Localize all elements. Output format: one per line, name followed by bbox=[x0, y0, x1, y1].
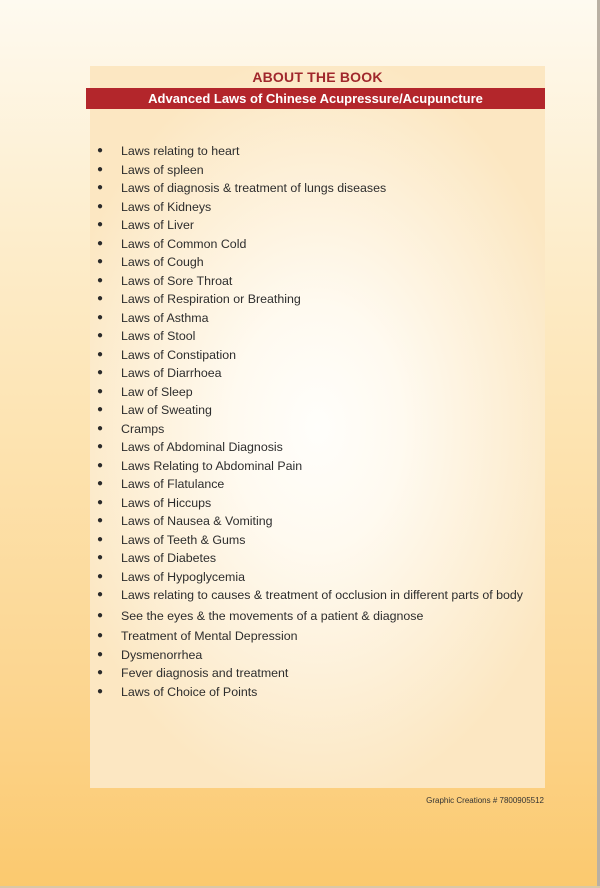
list-item-text: Laws relating to heart bbox=[121, 144, 240, 158]
list-item bbox=[90, 327, 545, 346]
bullet-icon: ● bbox=[97, 630, 104, 641]
list-item bbox=[90, 457, 545, 476]
list-item-text: Laws of Liver bbox=[121, 218, 195, 232]
bullet-icon: ● bbox=[97, 237, 104, 249]
about-book-panel bbox=[90, 66, 545, 788]
list-item bbox=[90, 512, 545, 531]
bullet-icon: ● bbox=[97, 478, 104, 489]
bullet-icon: ● bbox=[97, 552, 104, 563]
list-item bbox=[90, 494, 545, 513]
list-item bbox=[90, 290, 545, 309]
bullet-icon: ● bbox=[97, 367, 104, 378]
bullet-icon: ● bbox=[97, 533, 104, 545]
list-item bbox=[90, 309, 545, 328]
list-item bbox=[90, 383, 545, 402]
list-item-text: Laws of diagnosis & treatment of lungs diseases bbox=[121, 181, 387, 195]
bullet-icon: ● bbox=[97, 182, 104, 193]
bullet-icon: ● bbox=[97, 311, 104, 323]
list-item-text: Laws of Stool bbox=[121, 329, 196, 343]
list-item-text: Laws of Flatulance bbox=[121, 477, 225, 491]
list-item-text: Laws Relating to Abdominal Pain bbox=[121, 458, 303, 473]
list-item bbox=[90, 531, 545, 550]
bullet-icon: ● bbox=[97, 293, 104, 304]
bullet-icon: ● bbox=[97, 422, 104, 434]
list-item bbox=[90, 627, 545, 646]
bullet-icon: ● bbox=[97, 200, 104, 212]
bullet-icon: ● bbox=[97, 496, 104, 508]
bullet-icon: ● bbox=[97, 667, 104, 678]
bullet-icon: ● bbox=[97, 648, 104, 660]
bullet-icon: ● bbox=[97, 685, 104, 697]
list-item-text: Laws of Hypoglycemia bbox=[121, 569, 245, 584]
list-item-text: Cramps bbox=[121, 421, 165, 436]
list-item bbox=[90, 364, 545, 383]
list-item-text: Laws of Diarrhoea bbox=[121, 366, 222, 380]
list-item-text: Laws of Kidneys bbox=[121, 199, 212, 214]
bullet-icon: ● bbox=[97, 145, 104, 156]
list-item-text: Laws relating to causes & treatment of occlusion in different parts of body bbox=[121, 588, 523, 602]
list-item bbox=[90, 161, 545, 180]
list-item-text: Laws of Teeth & Gums bbox=[121, 532, 246, 547]
list-item-text: Laws of spleen bbox=[121, 162, 204, 177]
bullet-icon: ● bbox=[97, 404, 104, 415]
bullet-icon: ● bbox=[97, 348, 104, 360]
list-item bbox=[90, 607, 545, 628]
list-item bbox=[90, 198, 545, 217]
list-item-text: Laws of Hiccups bbox=[121, 495, 212, 510]
list-item bbox=[90, 420, 545, 439]
list-item bbox=[90, 438, 545, 457]
bullet-icon: ● bbox=[97, 274, 104, 286]
list-item bbox=[90, 235, 545, 254]
list-item-text: Laws of Cough bbox=[121, 255, 204, 269]
list-item-text: Law of Sleep bbox=[121, 384, 193, 399]
list-item bbox=[90, 683, 545, 702]
bullet-icon: ● bbox=[97, 385, 104, 397]
list-item-text: Laws of Common Cold bbox=[121, 236, 247, 251]
list-item-text: Fever diagnosis and treatment bbox=[121, 666, 289, 680]
list-item bbox=[90, 272, 545, 291]
list-item bbox=[90, 568, 545, 587]
list-item-text: Laws of Asthma bbox=[121, 310, 209, 325]
list-item-text: Laws of Respiration or Breathing bbox=[121, 292, 301, 306]
list-item-text: Laws of Abdominal Diagnosis bbox=[121, 440, 283, 454]
bullet-icon: ● bbox=[97, 459, 104, 471]
list-item-text: Laws of Constipation bbox=[121, 347, 237, 362]
list-item bbox=[90, 346, 545, 365]
list-item bbox=[90, 646, 545, 665]
list-item-text: Laws of Nausea & Vomiting bbox=[121, 514, 273, 528]
subtitle-banner: Advanced Laws of Chinese Acupressure/Acupuncture bbox=[86, 88, 545, 109]
bullet-icon: ● bbox=[97, 163, 104, 175]
list-item bbox=[90, 586, 545, 607]
page-title: ABOUT THE BOOK bbox=[252, 69, 383, 85]
bullet-icon: ● bbox=[97, 330, 104, 341]
bullet-icon: ● bbox=[97, 570, 104, 582]
list-item-text: See the eyes & the movements of a patient & diagnose bbox=[121, 608, 424, 623]
list-item-text: Laws of Choice of Points bbox=[121, 684, 258, 699]
list-item-text: Law of Sweating bbox=[121, 403, 212, 417]
bullet-icon: ● bbox=[97, 515, 104, 526]
list-item bbox=[90, 549, 545, 568]
bullet-icon: ● bbox=[97, 589, 104, 600]
list-item bbox=[90, 475, 545, 494]
list-item-text: Laws of Sore Throat bbox=[121, 273, 233, 288]
list-item-text: Treatment of Mental Depression bbox=[121, 629, 298, 643]
list-item bbox=[90, 142, 545, 161]
list-item-text: Dysmenorrhea bbox=[121, 647, 203, 662]
bullet-icon: ● bbox=[97, 256, 104, 267]
bullet-icon: ● bbox=[97, 441, 104, 452]
list-item bbox=[90, 179, 545, 198]
list-item bbox=[90, 253, 545, 272]
list-item-text: Laws of Diabetes bbox=[121, 551, 217, 565]
list-item bbox=[90, 401, 545, 420]
list-item bbox=[90, 664, 545, 683]
list-item bbox=[90, 216, 545, 235]
graphic-credit: Graphic Creations # 7800905512 bbox=[426, 796, 544, 805]
topic-list bbox=[90, 142, 545, 701]
bullet-icon: ● bbox=[97, 609, 104, 621]
bullet-icon: ● bbox=[97, 219, 104, 230]
